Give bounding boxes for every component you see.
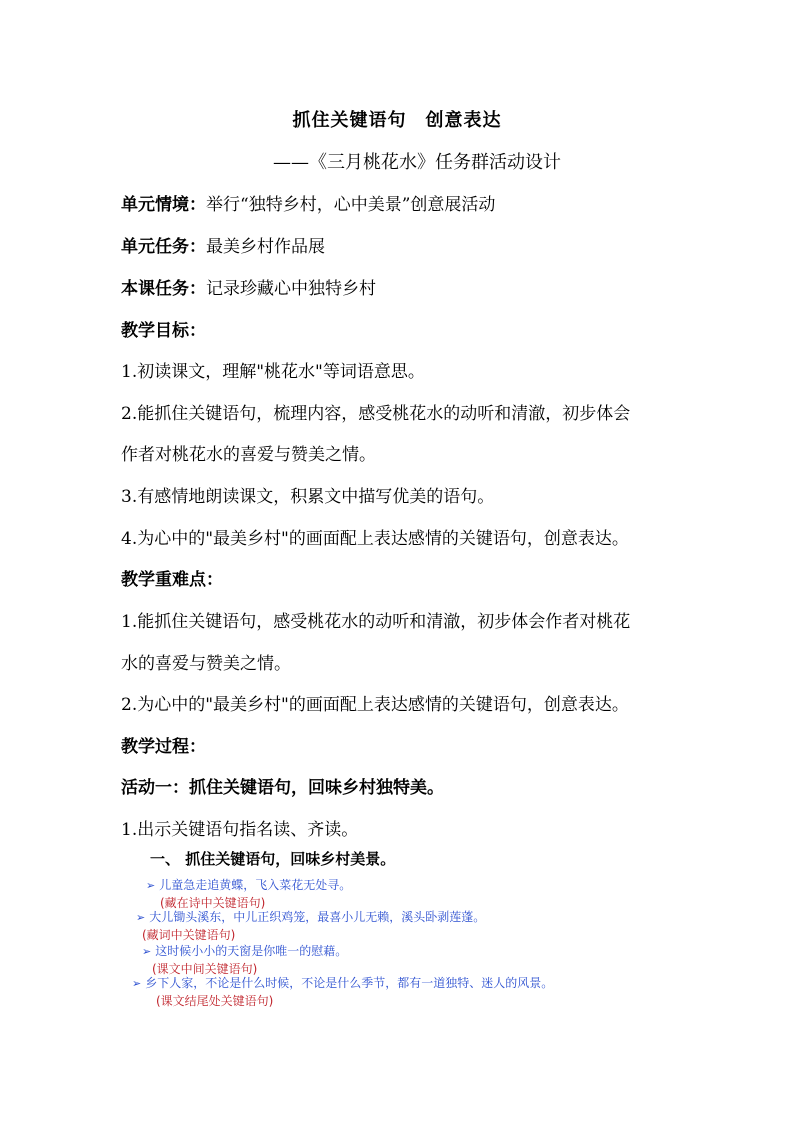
slide-item — [132, 974, 553, 1009]
arrow-right-icon: ➢ — [146, 879, 156, 892]
slide-quote: 这时候小小的天窗是你唯一的慰藉。 — [155, 944, 348, 958]
slide-quote: 乡下人家，不论是什么时候，不论是什么季节，都有一道独特、迷人的风景。 — [145, 976, 554, 990]
unit-context-text: 举行“独特乡村，心中美景”创意展活动 — [206, 195, 496, 215]
arrow-right-icon: ➢ — [132, 977, 142, 990]
lesson-task-text: 记录珍藏心中独特乡村 — [206, 279, 376, 299]
slide-title: 一、 抓住关键语句，回味乡村美景。 — [150, 850, 396, 868]
key-point-item: 水的喜爱与赞美之情。 — [121, 654, 291, 674]
goal-item: 1.初读课文，理解"桃花水"等词语意思。 — [121, 362, 425, 382]
goal-item: 2.能抓住关键语句，梳理内容，感受桃花水的动听和清澈，初步体会 — [121, 404, 631, 424]
key-point-item: 1.能抓住关键语句，感受桃花水的动听和清澈，初步体会作者对桃花 — [121, 612, 631, 632]
lesson-task-label: 本课任务： — [121, 279, 206, 299]
goal-item: 作者对桃花水的喜爱与赞美之情。 — [121, 445, 376, 465]
key-point-item: 2.为心中的"最美乡村"的画面配上表达感情的关键语句，创意表达。 — [121, 695, 629, 715]
lesson-task-line — [121, 274, 376, 299]
step-one: 1.出示关键语句指名读、齐读。 — [121, 820, 359, 840]
unit-task-line — [121, 232, 325, 257]
slide-image — [128, 846, 688, 1018]
unit-context-line — [121, 190, 495, 215]
unit-task-text: 最美乡村作品展 — [206, 237, 325, 257]
slide-note: (课文中间关键语句) — [152, 962, 258, 976]
arrow-right-icon: ➢ — [136, 911, 146, 924]
goal-item: 3.有感情地朗读课文，积累文中描写优美的语句。 — [121, 487, 495, 507]
slide-note: (藏词中关键语句) — [142, 928, 236, 942]
document-subtitle: ——《三月桃花水》任务群活动设计 — [273, 152, 561, 173]
unit-task-label: 单元任务： — [121, 237, 206, 257]
arrow-right-icon: ➢ — [142, 945, 152, 958]
goals-heading: 教学目标： — [121, 321, 206, 341]
activity-one: 活动一：抓住关键语句，回味乡村独特美。 — [121, 778, 444, 798]
slide-item — [146, 876, 351, 911]
slide-note: (藏在诗中关键语句) — [160, 896, 266, 910]
slide-note: (课文结尾处关键语句) — [156, 994, 274, 1008]
slide-item — [136, 908, 485, 943]
document-title: 抓住关键语句 创意表达 — [292, 110, 502, 131]
slide-quote: 大儿锄头溪东，中儿正织鸡笼，最喜小儿无赖，溪头卧剥莲蓬。 — [149, 910, 486, 924]
unit-context-label: 单元情境： — [121, 195, 206, 215]
goal-item: 4.为心中的"最美乡村"的画面配上表达感情的关键语句，创意表达。 — [121, 529, 629, 549]
key-points-heading: 教学重难点： — [121, 570, 223, 590]
slide-quote: 儿童急走追黄蝶，飞入菜花无处寻。 — [159, 878, 352, 892]
slide-item — [142, 942, 347, 977]
process-heading: 教学过程： — [121, 737, 206, 757]
